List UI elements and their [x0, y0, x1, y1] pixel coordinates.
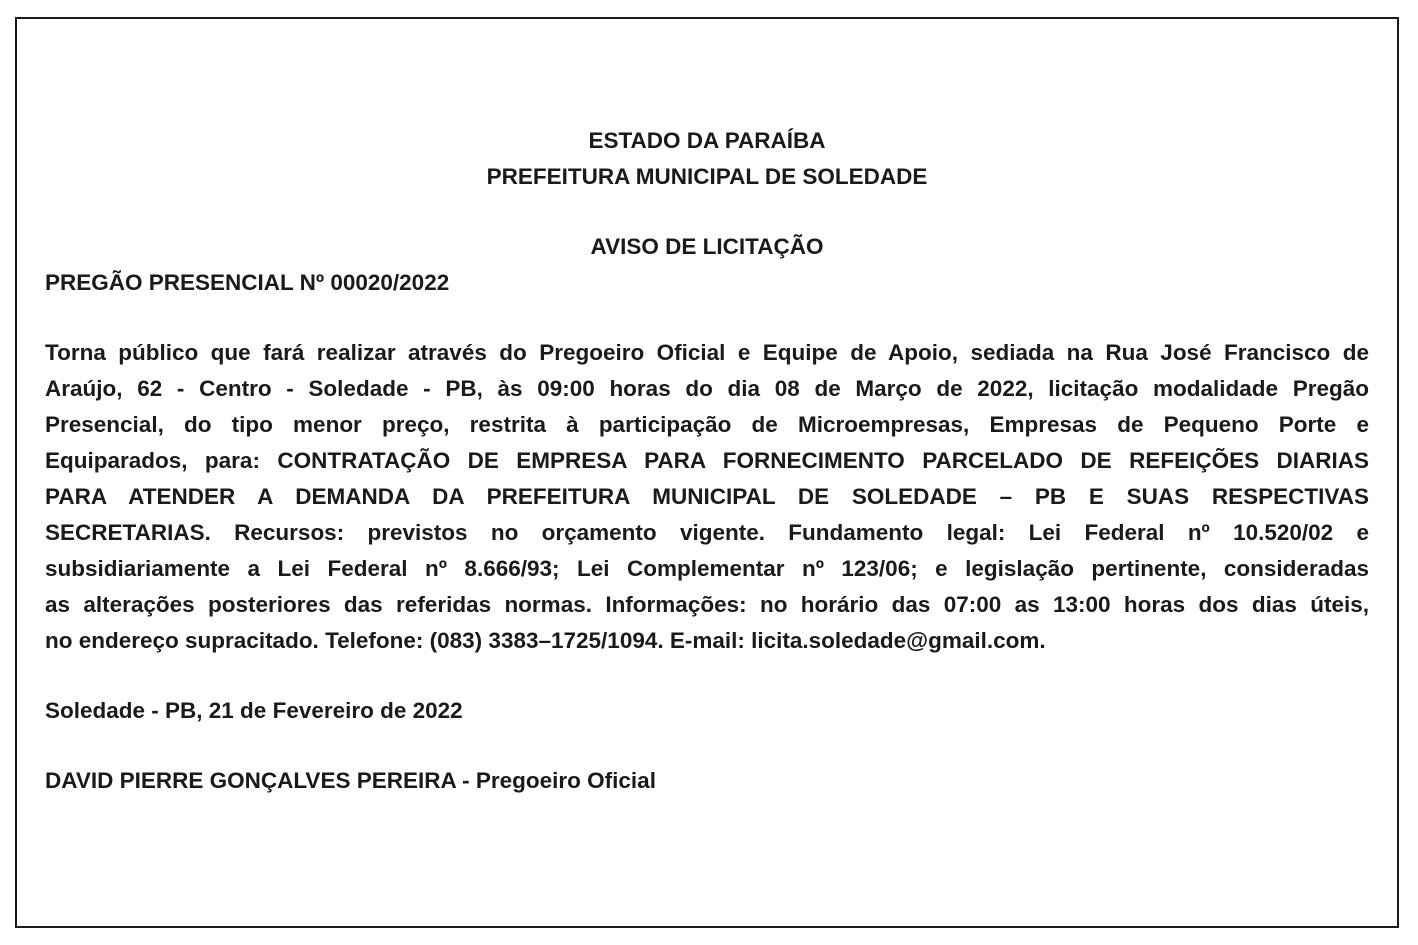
body-line: no endereço supracitado. Telefone: (083) 3383–1725/1094. E-mail: licita.soledade@gmail.com.: [45, 628, 1046, 653]
body-line: subsidiariamente a Lei Federal nº 8.666/93; Lei Complementar nº 123/06; e legislação pertinente, consideradas: [45, 556, 1369, 581]
header-block: [45, 123, 1369, 195]
place-date: Soledade - PB, 21 de Fevereiro de 2022: [45, 698, 463, 723]
state-heading: ESTADO DA PARAÍBA: [588, 128, 826, 153]
body-line: as alterações posteriores das referidas normas. Informações: no horário das 07:00 as 13:00 horas dos dias úteis,: [45, 592, 1369, 617]
signatory-separator: -: [455, 768, 476, 793]
body-line: Araújo, 62 - Centro - Soledade - PB, às 09:00 horas do dia 08 de Março de 2022, licitação modalidade Pregão: [45, 376, 1369, 401]
notice-title: AVISO DE LICITAÇÃO: [590, 234, 824, 259]
signature-line: [45, 763, 1369, 799]
body-line: Torna público que fará realizar através do Pregoeiro Oficial e Equipe de Apoio, sediada na Rua José Francisco de: [45, 340, 1369, 365]
body-line: Equiparados, para: CONTRATAÇÃO DE EMPRESA PARA FORNECIMENTO PARCELADO DE REFEIÇÕES DIARIAS: [45, 448, 1369, 473]
notice-body: [45, 335, 1369, 659]
body-line: Presencial, do tipo menor preço, restrita à participação de Microempresas, Empresas de Pequeno Porte e: [45, 412, 1369, 437]
body-line: PARA ATENDER A DEMANDA DA PREFEITURA MUNICIPAL DE SOLEDADE – PB E SUAS RESPECTIVAS: [45, 484, 1369, 509]
body-line: SECRETARIAS. Recursos: previstos no orçamento vigente. Fundamento legal: Lei Federal nº 10.520/02 e: [45, 520, 1369, 545]
signatory-role: Pregoeiro Oficial: [475, 768, 656, 793]
procedure-label: PREGÃO PRESENCIAL Nº 00020/2022: [45, 270, 450, 295]
notice-frame: [15, 17, 1399, 928]
municipality-heading: PREFEITURA MUNICIPAL DE SOLEDADE: [486, 164, 928, 189]
signatory-name: DAVID PIERRE GONÇALVES PEREIRA: [45, 768, 456, 793]
notice-content: [45, 123, 1369, 799]
